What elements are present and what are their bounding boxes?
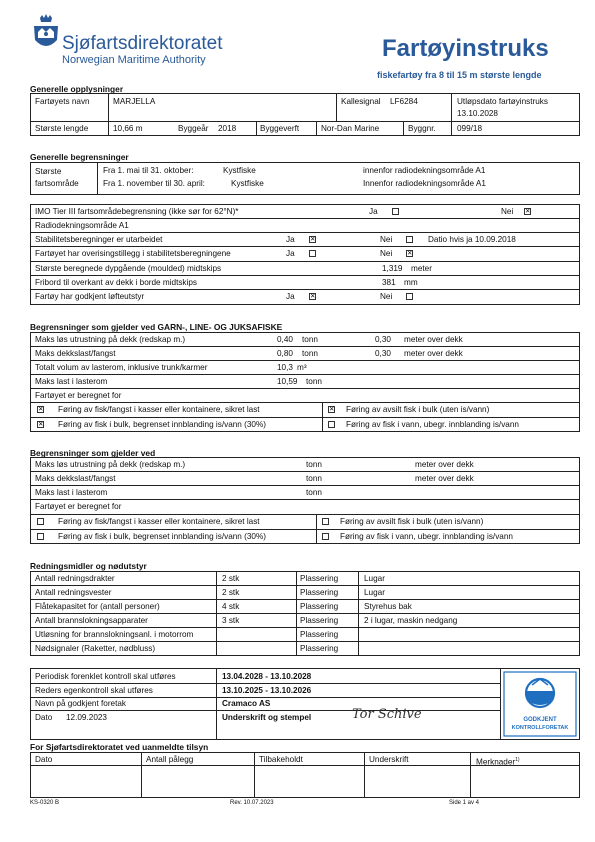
section-general-info: Generelle opplysninger <box>30 84 124 94</box>
section-rescue: Redningsmidler og nødutstyr <box>30 561 147 571</box>
gear-opt-1-checkbox[interactable] <box>37 406 44 413</box>
inspection-col-orders: Antall pålegg <box>146 755 194 764</box>
gear-opt-4-checkbox[interactable] <box>328 421 335 428</box>
periodic-label: Periodisk forenklet kontroll skal utføres <box>35 672 176 681</box>
rescue-row-place: Lugar <box>364 574 385 583</box>
other-opt-4-checkbox[interactable] <box>322 533 329 540</box>
vessel-name: MARJELLA <box>113 97 156 106</box>
approval-stamp-icon <box>503 671 577 737</box>
rescue-row-place: Lugar <box>364 588 385 597</box>
org-logo <box>30 14 62 54</box>
page-subtitle: fiskefartøy fra 8 til 15 m største lengde <box>377 70 542 80</box>
signature-label: Underskrift og stempel <box>222 713 312 722</box>
gear-opt-3-label: Føring av fisk i bulk, begrenset innblanding is/vann (30%) <box>58 420 266 429</box>
rescue-row-label: Antall redningsvester <box>35 588 112 597</box>
rescue-row-qty: 2 stk <box>222 574 240 583</box>
area-1: Kystfiske <box>223 166 256 175</box>
imo-nei-checkbox[interactable] <box>524 208 531 215</box>
gear-opt-2-label: Føring av avsilt fisk i bulk (uten is/vann) <box>346 405 490 414</box>
imo-ja-checkbox[interactable] <box>392 208 399 215</box>
radio-area: Radiodekningsområde A1 <box>35 221 129 230</box>
inspection-col-remarks: Merknader$^{1)}$ <box>476 757 520 767</box>
gear-row-label: Maks dekkslast/fangst <box>35 349 116 358</box>
rescue-row-label: Flåtekapasitet for (antall personer) <box>35 602 160 611</box>
draught-label: Største beregnede dypgående (moulded) midtskips <box>35 264 222 273</box>
oversize-label: Fartøyet har overisingstillegg i stabilitetsberegningene <box>35 249 231 258</box>
gear-row-value: 10,3 <box>277 363 293 372</box>
gear-opt-4-label: Føring av fisk i vann, ubegr. innblanding is/vann <box>346 420 519 429</box>
company-label: Navn på godkjent foretak <box>35 699 127 708</box>
other-row-unit2: meter over dekk <box>415 474 474 483</box>
area-label-1: Største <box>35 167 62 176</box>
draught-unit: meter <box>411 264 432 273</box>
lifting-label: Fartøy har godkjent løfteutstyr <box>35 292 145 301</box>
other-opt-2-checkbox[interactable] <box>322 518 329 525</box>
period-1: Fra 1. mai til 31. oktober: <box>103 166 194 175</box>
rescue-row-qty: 3 stk <box>222 616 240 625</box>
imo-label: IMO Tier III fartsområdebegrensning (ikke sør for 62°N)* <box>35 207 239 216</box>
rescue-placement-label: Plassering <box>300 644 339 653</box>
rescue-placement-label: Plassering <box>300 630 339 639</box>
owner-control-label: Reders egenkontroll skal utføres <box>35 686 153 695</box>
freeboard-label: Fribord til overkant av dekk i borde midtskips <box>35 278 197 287</box>
date-label: Dato <box>35 713 53 722</box>
stamp-text-1: GODKJENT <box>523 717 557 723</box>
inspection-col-date: Dato <box>35 755 53 764</box>
gear-row-unit2: meter over dekk <box>404 349 463 358</box>
crest-icon <box>30 14 62 54</box>
page-number: Side 1 av 4 <box>449 800 480 806</box>
build-no-label: Byggnr. <box>408 124 436 133</box>
rescue-placement-label: Plassering <box>300 574 339 583</box>
stability-date: Datio hvis ja 10.09.2018 <box>428 235 516 244</box>
stability-ja-label: Ja <box>286 235 295 244</box>
call-sign-label: Kallesignal <box>341 97 381 106</box>
vessel-name-label: Fartøyets navn <box>35 97 90 106</box>
approval-stamp <box>503 671 577 737</box>
stability-nei-checkbox[interactable] <box>406 236 413 243</box>
signature: Tor Schive <box>352 707 422 722</box>
stamp-text-2: KONTROLLFORETAK <box>511 725 569 731</box>
yard-label: Byggeverft <box>260 124 300 133</box>
rescue-row-label: Utløsning for brannslokningsanl. i motorrom <box>35 630 194 639</box>
form-number: KS-0320 B <box>30 800 60 806</box>
other-row-unit: tonn <box>306 474 322 483</box>
rescue-row-place: Styrehus bak <box>364 602 412 611</box>
other-row-label: Maks dekkslast/fangst <box>35 474 116 483</box>
other-row-unit2: meter over dekk <box>415 460 474 469</box>
section-general-limits: Generelle begrensninger <box>30 152 129 162</box>
draught-value: 1,319 <box>382 264 403 273</box>
rescue-row-qty: 4 stk <box>222 602 240 611</box>
gear-calc-label: Fartøyet er beregnet for <box>35 391 122 400</box>
gear-opt-2-checkbox[interactable] <box>328 406 335 413</box>
other-opt-1-checkbox[interactable] <box>37 518 44 525</box>
owner-control-value: 13.10.2025 - 13.10.2026 <box>222 686 312 695</box>
gear-row-label: Totalt volum av lasterom, inklusive trunk/karmer <box>35 363 208 372</box>
freeboard-value: 381 <box>382 278 396 287</box>
oversize-nei-checkbox[interactable] <box>406 250 413 257</box>
other-opt-1-label: Føring av fisk/fangst i kasser eller kontainere, sikret last <box>58 517 260 526</box>
freeboard-unit: mm <box>404 278 418 287</box>
oversize-ja-checkbox[interactable] <box>309 250 316 257</box>
other-calc-label: Fartøyet er beregnet for <box>35 502 122 511</box>
org-name: Sjøfartsdirektoratet <box>62 33 223 54</box>
other-opt-4-label: Føring av fisk i vann, ubegr. innblanding is/vann <box>340 532 513 541</box>
build-no: 099/18 <box>457 124 483 133</box>
imo-nei-label: Nei <box>501 207 514 216</box>
other-row-unit: tonn <box>306 488 322 497</box>
gear-row-unit2: meter over dekk <box>404 335 463 344</box>
gear-row-value: 10,59 <box>277 377 298 386</box>
length-label: Største lengde <box>35 124 89 133</box>
lifting-nei-checkbox[interactable] <box>406 293 413 300</box>
section-gear-limits: Begrensninger som gjelder ved GARN-, LINE- OG JUKSAFISKE <box>30 322 283 332</box>
lifting-ja-label: Ja <box>286 292 295 301</box>
other-row-label: Maks last i lasterom <box>35 488 108 497</box>
other-opt-3-label: Føring av fisk i bulk, begrenset innblanding is/vann (30%) <box>58 532 266 541</box>
rescue-placement-label: Plassering <box>300 616 339 625</box>
rescue-placement-label: Plassering <box>300 602 339 611</box>
gear-row-unit: tonn <box>306 377 322 386</box>
gear-row-unit: tonn <box>302 349 318 358</box>
issue-date: 13.10.2028 <box>457 109 498 118</box>
gear-row-value: 0,40 <box>277 335 293 344</box>
page-title: Fartøyinstruks <box>382 35 549 62</box>
section-other-limits: Begrensninger som gjelder ved <box>30 448 156 458</box>
period-2: Fra 1. november til 30. april: <box>103 179 205 188</box>
call-sign: LF6284 <box>390 97 418 106</box>
build-year-label: Byggeår <box>178 124 209 133</box>
zone-1: innenfor radiodekningsområde A1 <box>363 166 486 175</box>
lifting-ja-checkbox[interactable] <box>309 293 316 300</box>
stability-label: Stabilitetsberegninger er utarbeidet <box>35 235 163 244</box>
gear-opt-1-label: Føring av fisk/fangst i kasser eller kontainere, sikret last <box>58 405 260 414</box>
inspection-col-detained: Tilbakeholdt <box>259 755 303 764</box>
gear-row-label: Maks løs utrustning på dekk (redskap m.) <box>35 335 186 344</box>
org-name-en: Norwegian Maritime Authority <box>62 54 206 66</box>
gear-row-value2: 0,30 <box>375 349 391 358</box>
gear-row-value2: 0,30 <box>375 335 391 344</box>
gear-row-unit: tonn <box>302 335 318 344</box>
oversize-ja-label: Ja <box>286 249 295 258</box>
gear-opt-3-checkbox[interactable] <box>37 421 44 428</box>
rescue-placement-label: Plassering <box>300 588 339 597</box>
company-value: Cramaco AS <box>222 699 271 708</box>
area-2: Kystfiske <box>231 179 264 188</box>
oversize-nei-label: Nei <box>380 249 393 258</box>
other-row-label: Maks løs utrustning på dekk (redskap m.) <box>35 460 186 469</box>
periodic-value: 13.04.2028 - 13.10.2028 <box>222 672 312 681</box>
build-year: 2018 <box>218 124 237 133</box>
gear-row-unit: m³ <box>297 363 307 372</box>
issue-date-label: Utløpsdato fartøyinstruks <box>457 97 548 106</box>
revision: Rev. 10.07.2023 <box>230 800 274 806</box>
stability-ja-checkbox[interactable] <box>309 236 316 243</box>
stability-nei-label: Nei <box>380 235 393 244</box>
rescue-row-qty: 2 stk <box>222 588 240 597</box>
zone-2: Innenfor radiodekningsområde A1 <box>363 179 486 188</box>
gear-row-value: 0,80 <box>277 349 293 358</box>
other-row-unit: tonn <box>306 460 322 469</box>
other-opt-2-label: Føring av avsilt fisk i bulk (uten is/vann) <box>340 517 484 526</box>
other-opt-3-checkbox[interactable] <box>37 533 44 540</box>
lifting-nei-label: Nei <box>380 292 393 301</box>
length-value: 10,66 m <box>113 124 143 133</box>
area-label-2: fartsområde <box>35 179 79 188</box>
gear-row-label: Maks last i lasterom <box>35 377 108 386</box>
date-value: 12.09.2023 <box>66 713 107 722</box>
section-inspection: For Sjøfartsdirektoratet ved uanmeldte tilsyn <box>30 742 209 752</box>
rescue-row-place: 2 i lugar, maskin nedgang <box>364 616 458 625</box>
inspection-col-signature: Underskrift <box>369 755 409 764</box>
imo-ja-label: Ja <box>369 207 378 216</box>
footnote-mark: 1) <box>515 757 520 763</box>
rescue-row-label: Antall brannslokningsapparater <box>35 616 148 625</box>
rescue-row-label: Antall redningsdrakter <box>35 574 115 583</box>
rescue-row-label: Nødsignaler (Raketter, nødbluss) <box>35 644 156 653</box>
yard: Nor-Dan Marine <box>321 124 380 133</box>
